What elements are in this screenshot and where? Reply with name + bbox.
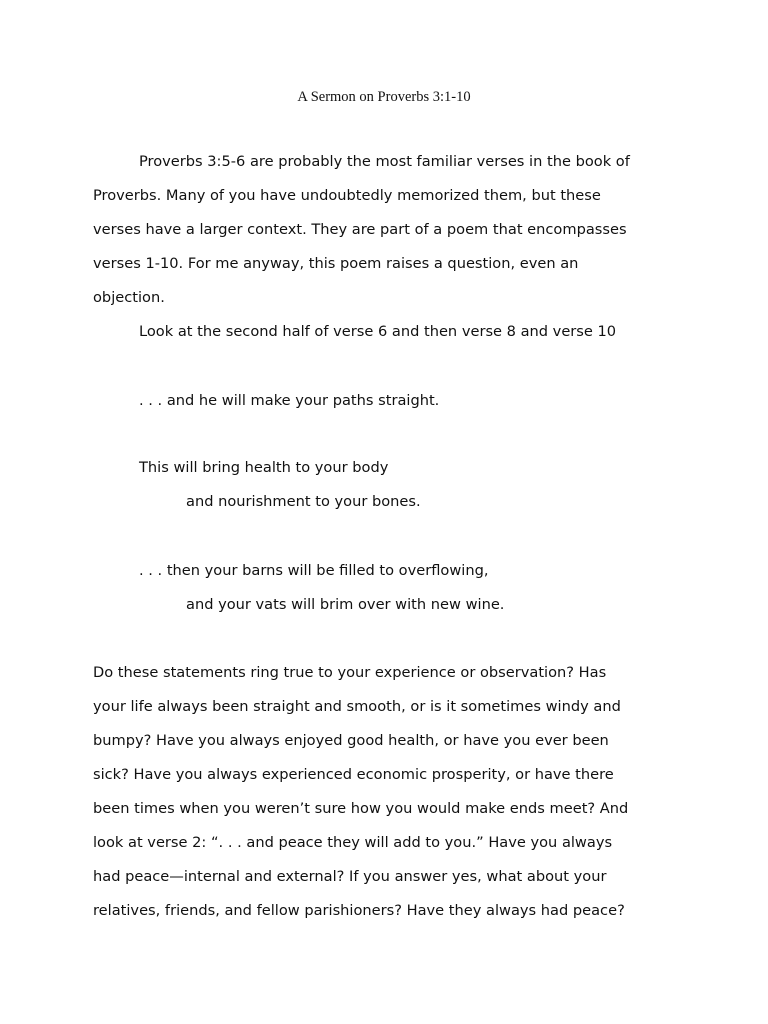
paragraph-line: sick? Have you always experienced economic prosperity, or have there	[93, 766, 614, 783]
quote-line: and your vats will brim over with new wine.	[186, 596, 505, 613]
quote-line: This will bring health to your body	[139, 459, 389, 476]
document-title: A Sermon on Proverbs 3:1-10	[297, 89, 471, 105]
quote-line: . . . then your barns will be filled to overflowing,	[139, 562, 489, 579]
paragraph-line: Proverbs. Many of you have undoubtedly memorized them, but these	[93, 187, 601, 204]
paragraph-line: had peace—internal and external? If you answer yes, what about your	[93, 868, 607, 885]
look-line: Look at the second half of verse 6 and then verse 8 and verse 10	[139, 323, 617, 340]
paragraph-line: objection.	[93, 289, 165, 306]
paragraph-line: Proverbs 3:5-6 are probably the most familiar verses in the book of	[139, 153, 630, 170]
paragraph-line: look at verse 2: “. . . and peace they will add to you.” Have you always	[93, 834, 613, 851]
paragraph-line: Do these statements ring true to your experience or observation? Has	[93, 664, 607, 681]
paragraph-line: relatives, friends, and fellow parishioners? Have they always had peace?	[93, 902, 625, 919]
paragraph-line: bumpy? Have you always enjoyed good health, or have you ever been	[93, 732, 609, 749]
paragraph-line: been times when you weren’t sure how you would make ends meet? And	[93, 800, 629, 817]
paragraph-line: verses have a larger context. They are part of a poem that encompasses	[93, 221, 627, 238]
quote-verse-6: . . . and he will make your paths straight.	[139, 392, 440, 409]
quote-line: and nourishment to your bones.	[186, 493, 421, 510]
paragraph-line: verses 1-10. For me anyway, this poem raises a question, even an	[93, 255, 579, 272]
paragraph-line: your life always been straight and smooth, or is it sometimes windy and	[93, 698, 621, 715]
